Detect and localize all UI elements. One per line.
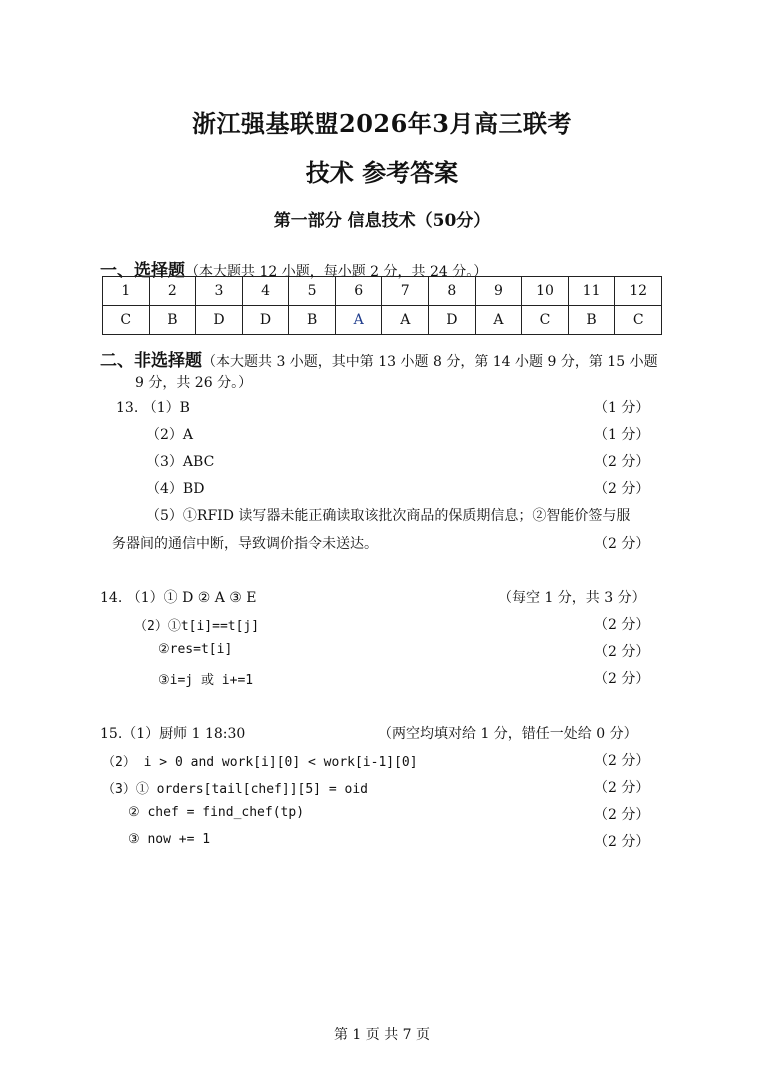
document-subtitle: 技术 参考答案 <box>305 158 459 187</box>
question-number-cell: 9 <box>475 277 522 306</box>
question-number-cell: 12 <box>615 277 662 306</box>
question-number-cell: 4 <box>242 277 289 306</box>
q15-part3-blank3-score: （2 分） <box>594 834 650 850</box>
q15-part1: 15.（1）厨师 1 18:30 <box>100 726 246 742</box>
q15-part3-blank3: ③ now += 1 <box>128 832 211 847</box>
q15-part3-blank1: （3）① orders[tail[chef]][5] = oid <box>102 782 368 797</box>
q14-part2-blank2: ②res=t[i] <box>158 642 233 657</box>
answer-cell: A <box>382 306 429 335</box>
section2-header <box>100 346 658 371</box>
q13-part1-score: （1 分） <box>594 400 650 416</box>
q14-part2-blank3: ③i=j 或 i+=1 <box>158 673 254 688</box>
section1-note: （本大题共 12 小题，每小题 2 分，共 24 分。） <box>185 264 488 280</box>
answer-cell: B <box>568 306 615 335</box>
answer-cell: B <box>149 306 196 335</box>
section2-note-line2: 9 分，共 26 分。） <box>135 375 253 391</box>
q14-part2-blank1-score: （2 分） <box>594 617 650 633</box>
answer-cell: A <box>335 306 382 335</box>
answer-cell: C <box>103 306 150 335</box>
answer-cell: C <box>522 306 569 335</box>
question-number-cell: 3 <box>196 277 243 306</box>
part-title: 第一部分 信息技术（50分） <box>273 211 491 231</box>
question-number-cell: 10 <box>522 277 569 306</box>
q15-part3-blank1-score: （2 分） <box>594 780 650 796</box>
q14-part2-blank2-score: （2 分） <box>594 644 650 660</box>
section1-heading: 一、选择题 <box>100 261 185 281</box>
answer-cell: D <box>196 306 243 335</box>
answer-cell: A <box>475 306 522 335</box>
q13-part5-score: （2 分） <box>594 536 650 552</box>
q13-part5-line2: 务器间的通信中断，导致调价指令未送达。 <box>112 536 378 552</box>
q13-part2: （2）A <box>146 427 194 443</box>
q14-part1: 14. （1）① D ② A ③ E <box>100 590 257 606</box>
q15-part3-blank2: ② chef = find_chef(tp) <box>128 805 305 820</box>
page-footer: 第 1 页 共 7 页 <box>333 1027 431 1043</box>
question-number-cell: 8 <box>429 277 476 306</box>
q14-part2-blank3-score: （2 分） <box>594 671 650 687</box>
question-number-cell: 11 <box>568 277 615 306</box>
q15-part2: （2） i > 0 and work[i][0] < work[i-1][0] <box>102 755 418 770</box>
q13-part1: 13. （1）B <box>116 400 190 416</box>
section2-note-line1: （本大题共 3 小题，其中第 13 小题 8 分，第 14 小题 9 分，第 15 小题 <box>202 354 658 370</box>
question-number-cell: 6 <box>335 277 382 306</box>
q15-part1-score: （两空均填对给 1 分，错任一处给 0 分） <box>378 726 638 742</box>
q13-part3: （3）ABC <box>146 454 215 470</box>
answer-cell: D <box>242 306 289 335</box>
document-title: 浙江强基联盟2026年3月高三联考 <box>192 109 572 138</box>
q13-part3-score: （2 分） <box>594 454 650 470</box>
answer-cell: B <box>289 306 336 335</box>
question-number-cell: 5 <box>289 277 336 306</box>
answer-table <box>102 276 662 335</box>
question-number-cell: 7 <box>382 277 429 306</box>
answer-table-answer-row <box>103 306 662 335</box>
q14-part1-score: （每空 1 分，共 3 分） <box>498 590 646 606</box>
q13-part4-score: （2 分） <box>594 481 650 497</box>
answer-cell: C <box>615 306 662 335</box>
q13-part4: （4）BD <box>146 481 205 497</box>
question-number-cell: 2 <box>149 277 196 306</box>
question-number-cell: 1 <box>103 277 150 306</box>
q14-part2-blank1: （2）①t[i]==t[j] <box>134 619 260 634</box>
q15-part2-score: （2 分） <box>594 753 650 769</box>
q13-part5-line1: （5）①RFID 读写器未能正确读取该批次商品的保质期信息；②智能价签与服 <box>146 508 631 524</box>
section2-heading: 二、非选择题 <box>100 351 202 371</box>
answer-cell: D <box>429 306 476 335</box>
q13-part2-score: （1 分） <box>594 427 650 443</box>
answer-table-number-row <box>103 277 662 306</box>
q15-part3-blank2-score: （2 分） <box>594 807 650 823</box>
